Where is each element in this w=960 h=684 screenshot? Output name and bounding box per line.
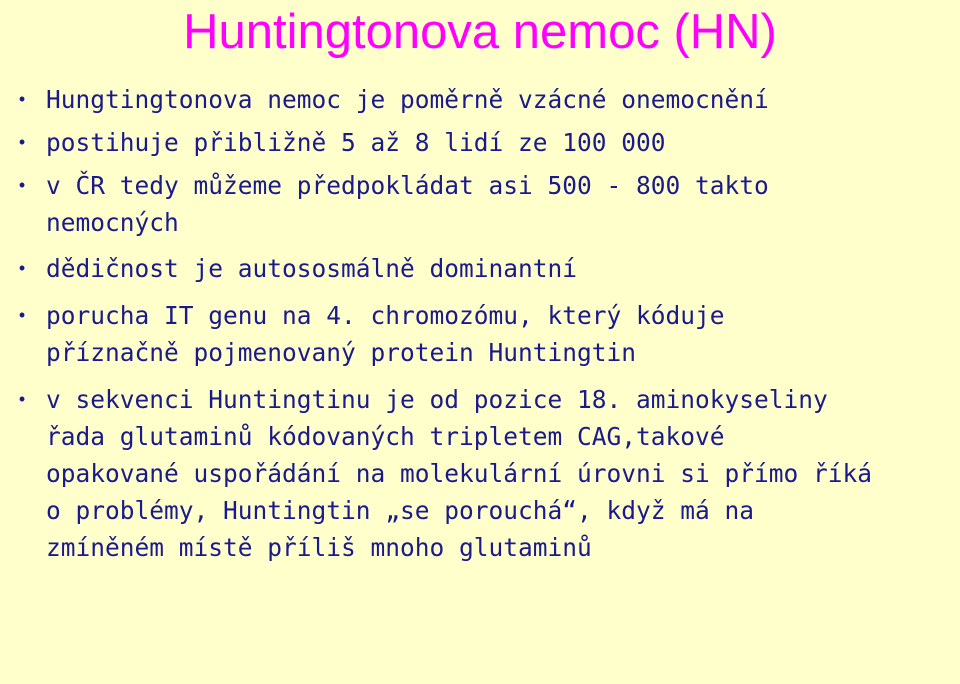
bullet-icon: • <box>18 89 26 109</box>
bullet-line: postihuje přibližně 5 až 8 lidí ze 100 000 <box>46 128 666 157</box>
bullet-line: o problémy, Huntingtin „se porouchá“, když má na <box>46 496 755 525</box>
bullet-icon: • <box>18 305 26 325</box>
bullet-line: řada glutaminů kódovaných tripletem CAG,takové <box>46 422 725 451</box>
bullet-item-gene-defect <box>0 297 936 371</box>
slide-title: Huntingtonova nemoc (HN) <box>183 5 777 59</box>
bullet-line: dědičnost je autososmálně dominantní <box>46 254 578 283</box>
bullet-item-czech-estimate <box>0 167 936 241</box>
bullet-item-heredity <box>0 250 936 287</box>
bullet-icon: • <box>18 389 26 409</box>
bullet-line: porucha IT genu na 4. chromozómu, který kóduje <box>46 301 725 330</box>
bullet-line: zmíněném místě příliš mnoho glutaminů <box>46 533 592 562</box>
bullet-icon: • <box>18 132 26 152</box>
bullet-icon: • <box>18 258 26 278</box>
bullet-item-incidence <box>0 124 936 161</box>
bullet-list <box>0 81 960 566</box>
bullet-item-glutamine-sequence <box>0 381 936 566</box>
bullet-line: příznačně pojmenovaný protein Huntingtin <box>46 338 637 367</box>
bullet-line: Hungtingtonova nemoc je poměrně vzácné onemocnění <box>46 85 769 114</box>
bullet-line: v sekvenci Huntingtinu je od pozice 18. aminokyseliny <box>46 385 828 414</box>
bullet-icon: • <box>18 175 26 195</box>
bullet-item-rarity <box>0 81 936 118</box>
bullet-line: opakované uspořádání na molekulární úrovni si přímo říká <box>46 459 873 488</box>
bullet-line: v ČR tedy můžeme předpokládat asi 500 - 800 takto <box>46 171 769 200</box>
bullet-line: nemocných <box>46 208 179 237</box>
